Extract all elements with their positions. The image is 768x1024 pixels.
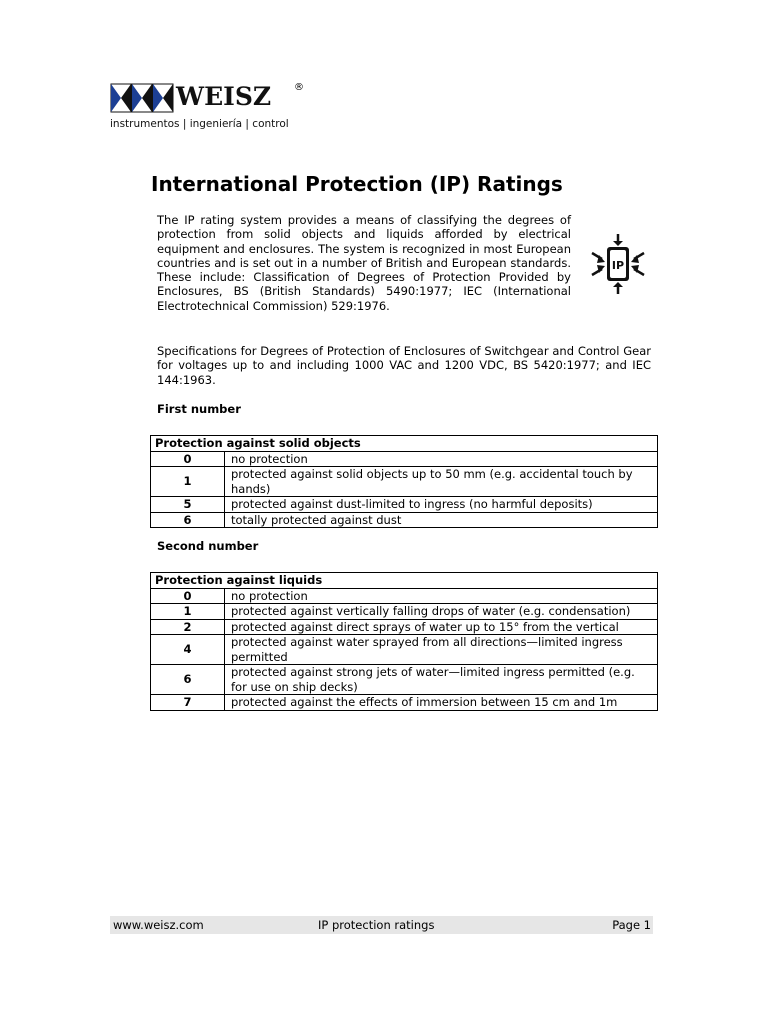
company-logo: [110, 82, 310, 132]
rating-number: 0: [151, 588, 225, 604]
table-row: [151, 604, 658, 620]
rating-description: protected against strong jets of water—limited ingress permitted (e.g. for use on ship decks): [225, 665, 658, 695]
first-number-heading: First number: [157, 402, 241, 416]
footer-page-number: Page 1: [612, 918, 651, 932]
footer-website-link[interactable]: www.weisz.com: [113, 918, 204, 932]
page-footer: [110, 916, 653, 934]
rating-number: 0: [151, 451, 225, 467]
intro-paragraph: The IP rating system provides a means of classifying the degrees of protection from solid objects and liquids afforded by electrical equipment and enclosures. The system is recognized in most European countries and is set out in a number of British and European standards. These include: Classification of Degrees of Protection Provided by Enclosures, BS (British Standards) 5490:1977; IEC (International Electrotechnical Commission) 529:1976.: [157, 213, 571, 313]
table-row: [151, 512, 658, 528]
table-title: Protection against liquids: [151, 573, 658, 589]
brand-name: WEISZ: [176, 82, 272, 111]
table-row: [151, 619, 658, 635]
table-row: [151, 467, 658, 497]
table-row: [151, 497, 658, 513]
rating-number: 7: [151, 695, 225, 711]
ip-rating-icon: [590, 233, 646, 295]
brand-tagline: instrumentos | ingeniería | control: [110, 118, 289, 130]
rating-description: totally protected against dust: [225, 512, 658, 528]
rating-number: 2: [151, 619, 225, 635]
rating-description: protected against solid objects up to 50 mm (e.g. accidental touch by hands): [225, 467, 658, 497]
table-header-row: [151, 573, 658, 589]
table-row: [151, 451, 658, 467]
rating-description: protected against direct sprays of water up to 15° from the vertical: [225, 619, 658, 635]
rating-description: no protection: [225, 588, 658, 604]
ip-icon-label: IP: [611, 259, 625, 272]
table-row: [151, 635, 658, 665]
rating-description: protected against water sprayed from all directions—limited ingress permitted: [225, 635, 658, 665]
solid-objects-table: [150, 435, 658, 528]
table-title: Protection against solid objects: [151, 436, 658, 452]
rating-description: protected against dust-limited to ingress (no harmful deposits): [225, 497, 658, 513]
table-row: [151, 695, 658, 711]
registered-mark: ®: [294, 82, 304, 93]
second-number-heading: Second number: [157, 539, 259, 553]
rating-number: 4: [151, 635, 225, 665]
rating-number: 1: [151, 604, 225, 620]
rating-description: protected against vertically falling drops of water (e.g. condensation): [225, 604, 658, 620]
ip-enclosure-icon: [590, 233, 646, 295]
table-header-row: [151, 436, 658, 452]
weisz-logo-mark-icon: [110, 82, 176, 114]
rating-number: 6: [151, 665, 225, 695]
rating-number: 5: [151, 497, 225, 513]
page-title: International Protection (IP) Ratings: [151, 172, 563, 196]
liquids-table: [150, 572, 658, 711]
rating-description: no protection: [225, 451, 658, 467]
rating-number: 6: [151, 512, 225, 528]
table-row: [151, 588, 658, 604]
footer-doc-title: IP protection ratings: [318, 918, 435, 932]
rating-number: 1: [151, 467, 225, 497]
table-row: [151, 665, 658, 695]
spec-paragraph: Specifications for Degrees of Protection of Enclosures of Switchgear and Control Gear for voltages up to and including 1000 VAC and 1200 VDC, BS 5420:1977; and IEC 144:1963.: [157, 344, 651, 387]
rating-description: protected against the effects of immersion between 15 cm and 1m: [225, 695, 658, 711]
